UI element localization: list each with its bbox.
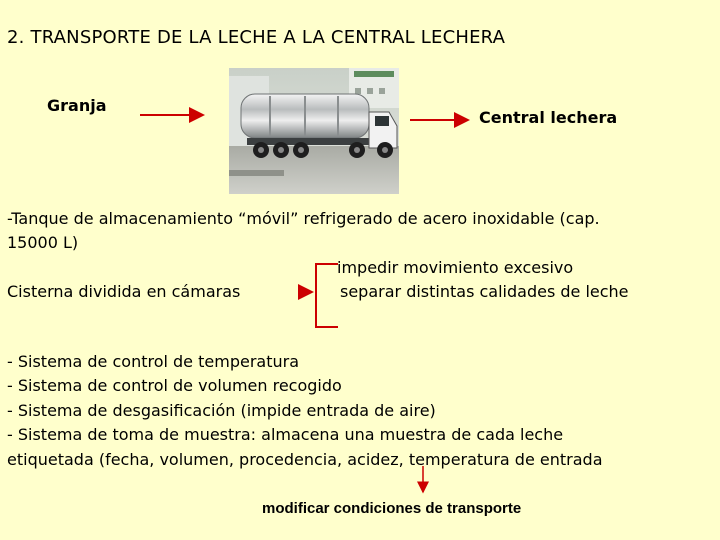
tank-description-line-1: -Tanque de almacenamiento “móvil” refrigerado de acero inoxidable (cap. bbox=[7, 209, 600, 228]
purposes-bracket bbox=[316, 264, 338, 327]
purpose-item: impedir movimiento excesivo bbox=[337, 258, 574, 277]
chambers-label: Cisterna dividida en cámaras bbox=[7, 282, 241, 301]
purpose-item: separar distintas calidades de leche bbox=[340, 282, 629, 301]
system-item: - Sistema de toma de muestra: almacena una muestra de cada leche bbox=[7, 425, 564, 444]
page-title: 2. TRANSPORTE DE LA LECHE A LA CENTRAL LECHERA bbox=[7, 27, 506, 48]
footer-note: modificar condiciones de transporte bbox=[262, 500, 522, 517]
system-item-continuation: etiquetada (fecha, volumen, procedencia, acidez, temperatura de entrada bbox=[7, 450, 603, 469]
system-item: - Sistema de desgasificación (impide entrada de aire) bbox=[7, 401, 436, 420]
central-lechera-label: Central lechera bbox=[479, 108, 618, 127]
granja-label: Granja bbox=[47, 96, 107, 115]
system-item: - Sistema de control de volumen recogido bbox=[7, 376, 342, 395]
tank-description-line-2: 15000 L) bbox=[7, 233, 79, 252]
system-item: - Sistema de control de temperatura bbox=[7, 352, 299, 371]
